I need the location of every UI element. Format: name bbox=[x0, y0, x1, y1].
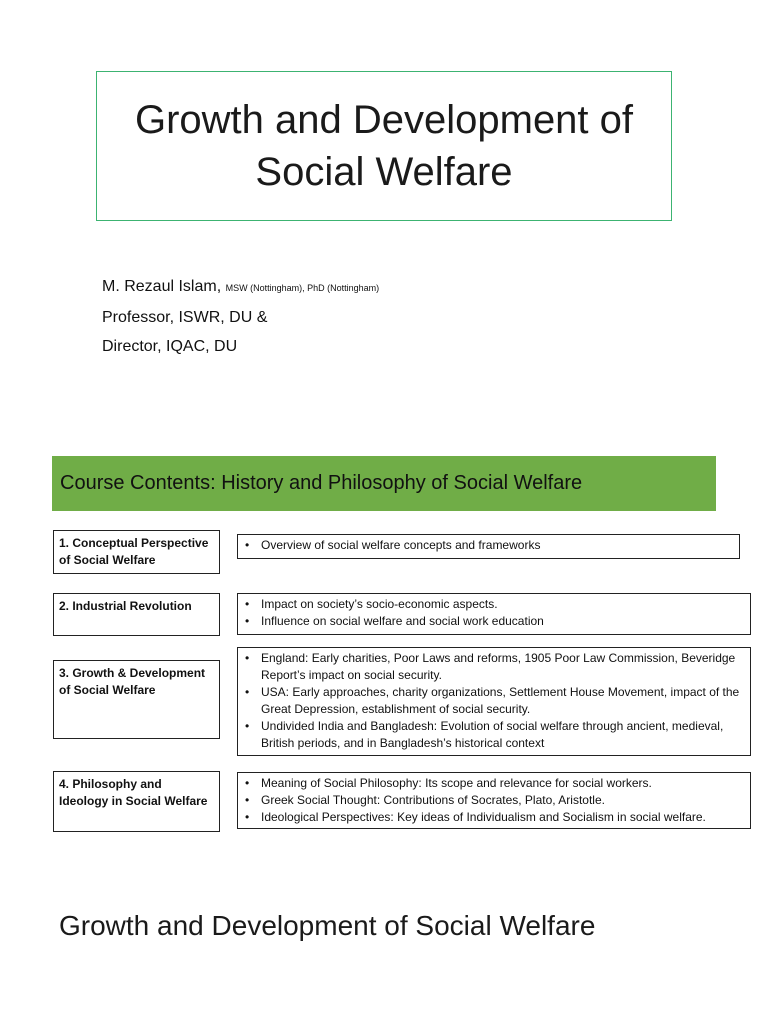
detail-box-1 bbox=[237, 534, 740, 559]
detail-item: • Influence on social welfare and social work education bbox=[243, 613, 745, 630]
detail-list-3 bbox=[243, 650, 745, 752]
author-credentials: MSW (Nottingham), PhD (Nottingham) bbox=[225, 283, 380, 293]
slide-title-line1: Growth and Development of bbox=[134, 98, 634, 142]
banner-title: Course Contents: History and Philosophy of Social Welfare bbox=[60, 472, 583, 494]
detail-list-2 bbox=[243, 596, 745, 630]
topic-label-1: 1. Conceptual Perspective of Social Welfare bbox=[59, 536, 209, 567]
detail-list-4 bbox=[243, 775, 745, 826]
topic-box-3 bbox=[53, 660, 220, 739]
detail-item: • Impact on society’s socio-economic aspects. bbox=[243, 596, 745, 613]
detail-box-2 bbox=[237, 593, 751, 635]
topic-label-4: 4. Philosophy and Ideology in Social Welfare bbox=[59, 777, 208, 808]
slide-title-line2: Social Welfare bbox=[255, 150, 513, 194]
detail-item: • England: Early charities, Poor Laws and reforms, 1905 Poor Law Commission, Beveridge Report’s impact on social security. bbox=[243, 650, 745, 684]
topic-box-2 bbox=[53, 593, 220, 636]
detail-item: • Overview of social welfare concepts and frameworks bbox=[243, 537, 734, 554]
author-role-professor: Professor, ISWR, DU & bbox=[102, 309, 268, 326]
author-role-director: Director, IQAC, DU bbox=[102, 338, 238, 355]
detail-item: • USA: Early approaches, charity organizations, Settlement House Movement, impact of the Great Depression, establishment of social security. bbox=[243, 684, 745, 718]
slide-title bbox=[135, 94, 633, 198]
author-name-line bbox=[102, 272, 379, 303]
detail-box-4 bbox=[237, 772, 751, 829]
detail-list-1 bbox=[243, 537, 734, 554]
author-name: M. Rezaul Islam, bbox=[102, 278, 222, 295]
detail-item: • Meaning of Social Philosophy: Its scope and relevance for social workers. bbox=[243, 775, 745, 792]
topic-box-1 bbox=[53, 530, 220, 574]
topic-label-2: 2. Industrial Revolution bbox=[59, 599, 192, 613]
title-box bbox=[96, 71, 672, 221]
detail-item: • Ideological Perspectives: Key ideas of Individualism and Socialism in social welfare. bbox=[243, 809, 745, 826]
author-block bbox=[102, 272, 379, 361]
detail-item: • Undivided India and Bangladesh: Evolution of social welfare through ancient, medieval, British periods, and in Bangladesh’s historical context bbox=[243, 718, 745, 752]
detail-item: • Greek Social Thought: Contributions of Socrates, Plato, Aristotle. bbox=[243, 792, 745, 809]
course-contents-banner bbox=[52, 456, 716, 511]
slide3-title: Growth and Development of Social Welfare bbox=[59, 910, 596, 941]
detail-box-3 bbox=[237, 647, 751, 756]
topic-box-4 bbox=[53, 771, 220, 832]
topic-label-3: 3. Growth & Development of Social Welfare bbox=[59, 666, 206, 697]
